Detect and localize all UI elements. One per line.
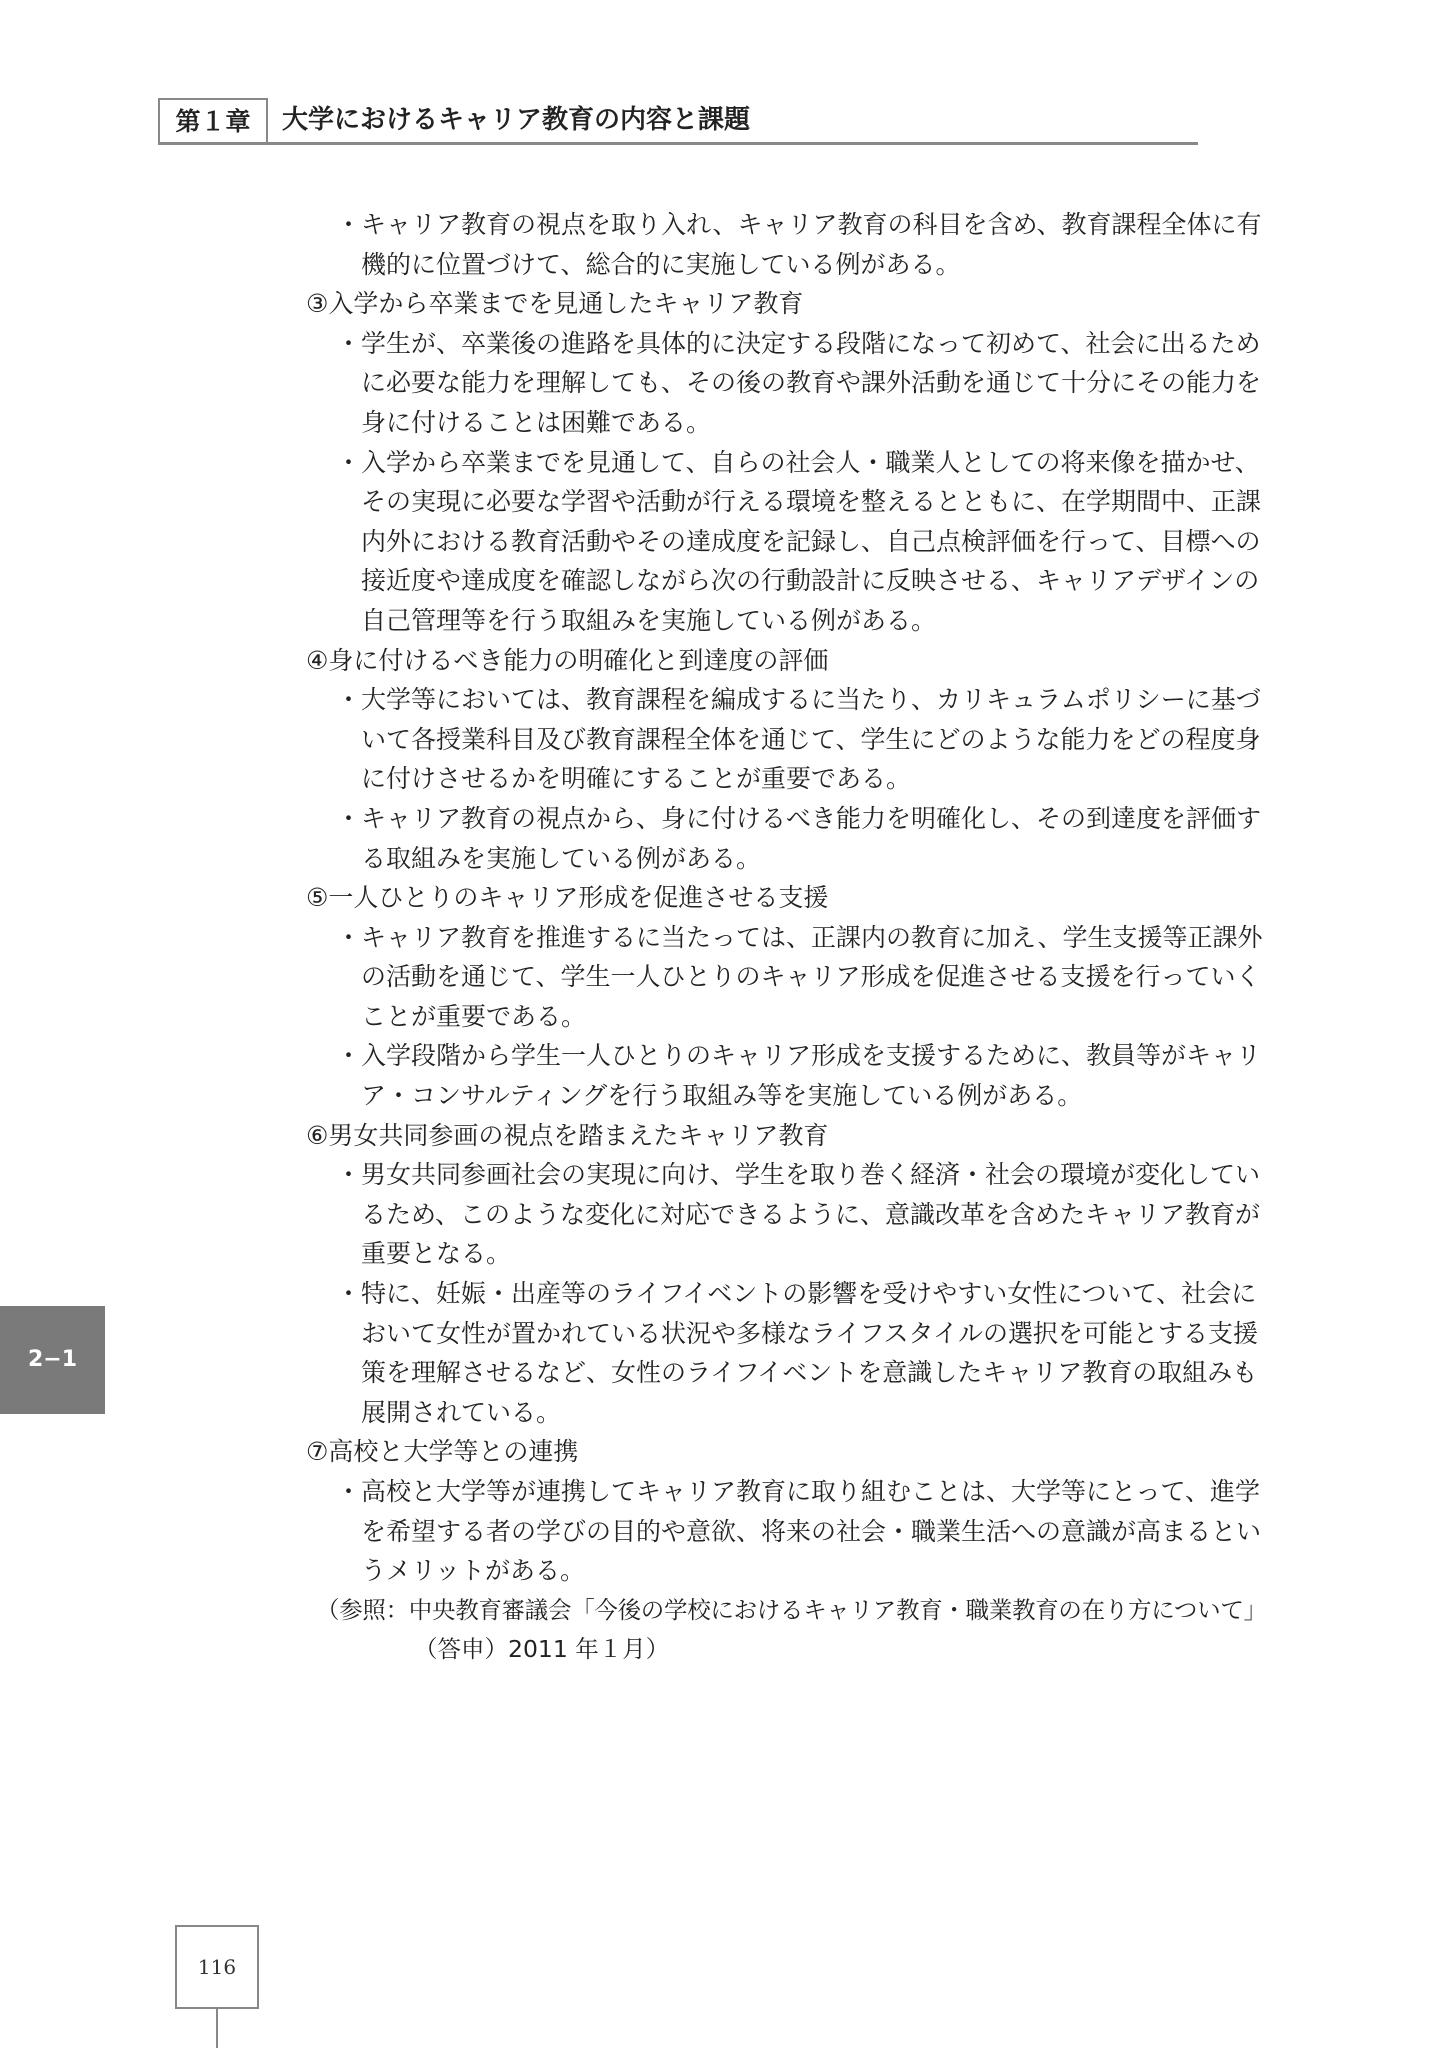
- chapter-header: [158, 98, 1198, 145]
- bullet-line: ・学生が、卒業後の進路を具体的に決定する段階になって初めて、社会に出るため: [336, 328, 1261, 358]
- bullet-line: ・高校と大学等が連携してキャリア教育に取り組むことは、大学等にとって、進学: [336, 1477, 1261, 1506]
- bullet-continuation: 接近度や達成度を確認しながら次の行動設計に反映させる、キャリアデザインの: [361, 566, 1260, 596]
- bullet-continuation: 策を理解させるなど、女性のライフイベントを意識したキャリア教育の取組みも: [361, 1358, 1258, 1388]
- bullet-continuation: に付けさせるかを明確にすることが重要である。: [361, 764, 912, 794]
- bullet-continuation: の活動を通じて、学生一人ひとりのキャリア形成を促進させる支援を行っていく: [361, 962, 1261, 992]
- bullet-continuation: るため、このような変化に対応できるように、意識改革を含めたキャリア教育が: [361, 1199, 1261, 1229]
- bullet-line: ・入学段階から学生一人ひとりのキャリア形成を支援するために、教員等がキャリ: [336, 1041, 1262, 1071]
- section-heading: ③入学から卒業までを見通したキャリア教育: [306, 289, 804, 319]
- bullet-line: ・特に、妊娠・出産等のライフイベントの影響を受けやすい女性について、社会に: [336, 1279, 1257, 1309]
- bullet-continuation: 身に付けることは困難である。: [361, 407, 712, 437]
- bullet-continuation: 自己管理等を行う取組みを実施している例がある。: [361, 605, 937, 635]
- bullet-line: ・男女共同参画社会の実現に向け、学生を取り巻く経済・社会の環境が変化してい: [336, 1160, 1261, 1190]
- section-heading: ⑦高校と大学等との連携: [306, 1437, 579, 1467]
- bullet-continuation: る取組みを実施している例がある。: [361, 843, 762, 873]
- page-number-rule: [216, 2009, 218, 2048]
- bullet-continuation: に必要な能力を理解しても、その後の教育や課外活動を通じて十分にその能力を: [361, 368, 1262, 398]
- bullet-continuation: いて各授業科目及び教育課程全体を通じて、学生にどのような能力をどの程度身: [361, 724, 1261, 754]
- page-number: 116: [175, 1925, 259, 2009]
- bullet-continuation: ことが重要である。: [361, 1001, 587, 1031]
- bullet-line: ・キャリア教育を推進するに当たっては、正課内の教育に加え、学生支援等正課外: [336, 922, 1263, 952]
- bullet-continuation: 重要となる。: [361, 1239, 512, 1269]
- bullet-continuation: その実現に必要な学習や活動が行える環境を整えるとともに、在学期間中、正課: [361, 487, 1262, 517]
- bullet-continuation: を希望する者の学びの目的や意欲、将来の社会・職業生活への意識が高まるとい: [361, 1516, 1262, 1546]
- section-heading: ⑤一人ひとりのキャリア形成を促進させる支援: [306, 883, 829, 913]
- section-heading: ⑥男女共同参画の視点を踏まえたキャリア教育: [306, 1120, 829, 1150]
- bullet-continuation: ア・コンサルティングを行う取組み等を実施している例がある。: [361, 1081, 1083, 1111]
- bullet-line: ・キャリア教育の視点から、身に付けるべき能力を明確化し、その到達度を評価す: [336, 803, 1262, 833]
- body-text: [306, 205, 1296, 1670]
- bullet-continuation: 内外における教育活動やその達成度を記録し、自己点検評価を行って、目標への: [361, 526, 1261, 556]
- bullet-continuation: 展開されている。: [361, 1397, 562, 1427]
- chapter-number: 第１章: [158, 98, 268, 144]
- chapter-title: 大学におけるキャリア教育の内容と課題: [282, 105, 751, 135]
- section-heading: ④身に付けるべき能力の明確化と到達度の評価: [306, 645, 829, 675]
- bullet-continuation: 機的に位置づけて、総合的に実施している例がある。: [361, 249, 961, 279]
- bullet-line: ・大学等においては、教育課程を編成するに当たり、カリキュラムポリシーに基づ: [336, 685, 1261, 715]
- reference-line: （答申）2011 年１月）: [414, 1635, 670, 1664]
- bullet-continuation: おいて女性が置かれている状況や多様なライフスタイルの選択を可能とする支援: [361, 1318, 1259, 1348]
- section-tab: 2−1: [0, 1306, 105, 1414]
- bullet-line: ・入学から卒業までを見通して、自らの社会人・職業人としての将来像を描かせ、: [336, 447, 1260, 477]
- bullet-line: ・キャリア教育の視点を取り入れ、キャリア教育の科目を含め、教育課程全体に有: [336, 210, 1262, 239]
- reference-line: （参照：中央教育審議会「今後の学校におけるキャリア教育・職業教育の在り方について」: [316, 1595, 1267, 1624]
- bullet-continuation: うメリットがある。: [361, 1556, 586, 1586]
